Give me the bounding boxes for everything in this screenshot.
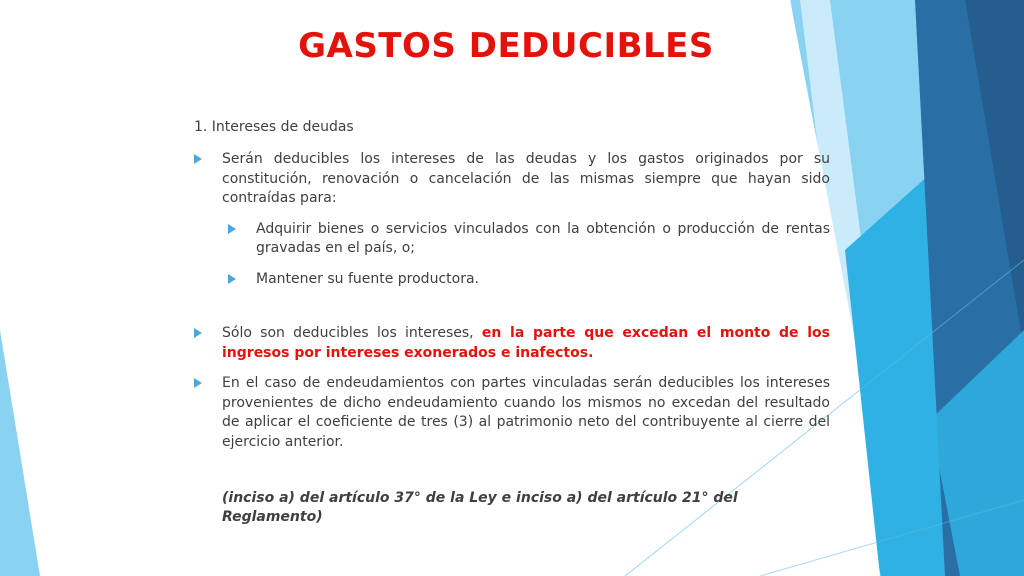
- sub-bullet-item: [228, 270, 830, 290]
- bullet-item: [194, 150, 830, 209]
- bullet-text: Serán deducibles los intereses de las deudas y los gastos originados por su constitución, renovación o cancelación de las mismas siempre que hayan sido contraídas para:: [222, 151, 830, 206]
- bullet-arrow-icon: [194, 378, 202, 388]
- sub-bullet-text: Mantener su fuente productora.: [256, 270, 479, 287]
- bullet-item: [194, 324, 830, 363]
- left-edge-shape: [0, 330, 40, 576]
- slide-content: [194, 118, 830, 527]
- bullet-arrow-icon: [194, 328, 202, 338]
- highlighted-text: en la parte que excedan el monto de los ingresos por intereses exonerados e inafectos.: [222, 325, 831, 361]
- section-heading: 1. Intereses de deudas: [194, 119, 354, 135]
- bullet-arrow-icon: [194, 154, 202, 164]
- bullet-item: [194, 374, 830, 452]
- bullet-text: En el caso de endeudamientos con partes vinculadas serán deducibles los intereses provenientes de dicho endeudamiento cuando los mismos no excedan del resultado de aplicar el coeficiente de tres (3) al patrimonio neto del contribuyente al cierre del ejercicio anterior.: [222, 375, 830, 450]
- bullet-arrow-icon: [228, 224, 236, 234]
- legal-citation: (inciso a) del artículo 37° de la Ley e inciso a) del artículo 21° del Reglamento): [222, 490, 738, 525]
- slide-title: GASTOS DEDUCIBLES: [298, 26, 714, 66]
- bullet-text: Sólo son deducibles los intereses,: [222, 325, 482, 341]
- sub-bullet-item: [228, 220, 830, 259]
- sub-bullet-text: Adquirir bienes o servicios vinculados con la obtención o producción de rentas gravadas en el país, o;: [256, 220, 830, 256]
- bullet-arrow-icon: [228, 274, 236, 284]
